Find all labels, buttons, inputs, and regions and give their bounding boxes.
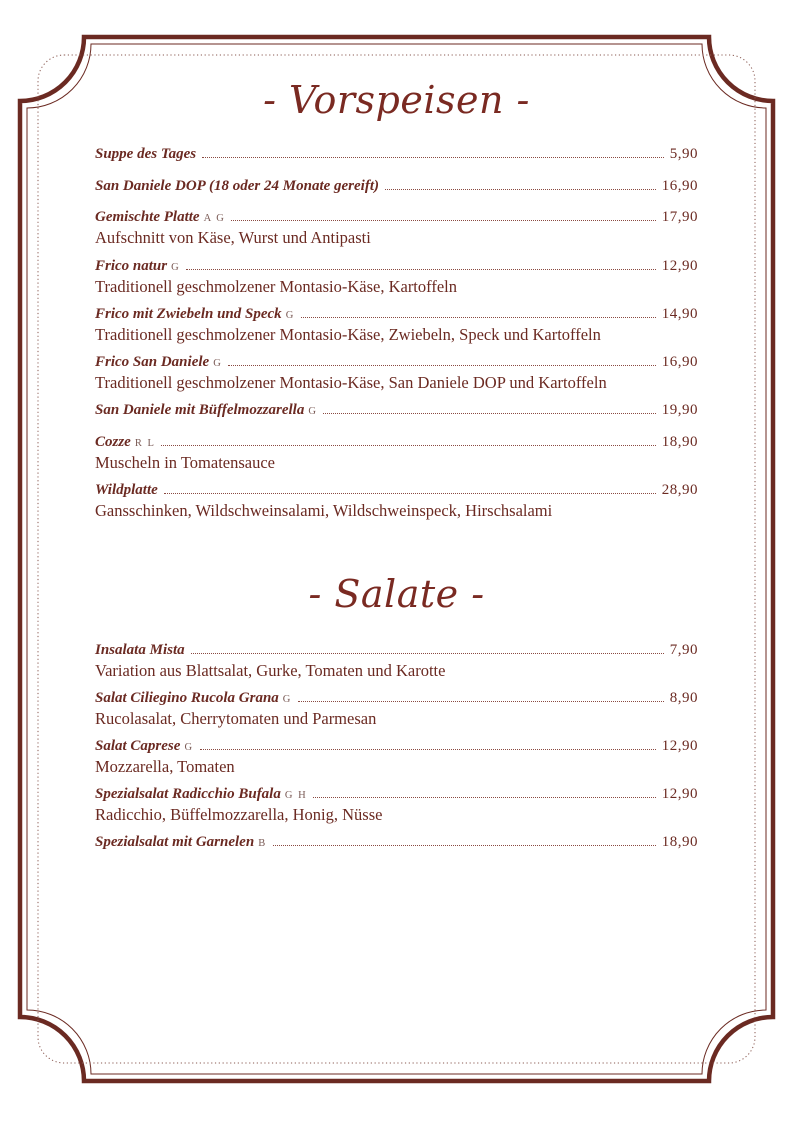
dot-leader (191, 653, 664, 654)
menu-item-price: 16,90 (661, 178, 698, 194)
menu-item-name: Spezialsalat mit Garnelen (95, 834, 255, 850)
dot-leader (164, 493, 656, 494)
menu-item-name: Insalata Mista (95, 642, 185, 658)
menu-item-price: 12,90 (661, 786, 698, 802)
menu-item (95, 738, 698, 776)
menu-item-description: Gansschinken, Wildschweinsalami, Wildschweinspeck, Hirschsalami (95, 501, 553, 520)
menu-item-description: Rucolasalat, Cherrytomaten und Parmesan (95, 709, 377, 728)
dot-leader (298, 701, 664, 702)
menu-item-line (95, 258, 698, 278)
menu-item-name: Gemischte Platte (95, 209, 200, 225)
menu-item-line (95, 434, 698, 454)
dot-leader (323, 413, 655, 414)
dot-leader (228, 365, 655, 366)
menu-item (95, 642, 698, 680)
menu-item-price: 18,90 (661, 834, 698, 850)
menu-item-description: Traditionell geschmolzener Montasio-Käse, San Daniele DOP und Kartoffeln (95, 373, 607, 392)
dot-leader (200, 749, 656, 750)
dot-leader (313, 797, 656, 798)
menu-item (95, 178, 698, 198)
menu-item-line (95, 178, 698, 198)
menu-item-price: 7,90 (669, 642, 698, 658)
menu-item-name: Frico San Daniele (95, 354, 210, 370)
menu-item-description: Radicchio, Büffelmozzarella, Honig, Nüsse (95, 805, 383, 824)
section-title: - Vorspeisen - (263, 78, 530, 122)
menu-item (95, 834, 698, 854)
menu-item-name: San Daniele DOP (18 oder 24 Monate gereift) (95, 178, 380, 194)
menu-item-line (95, 209, 698, 229)
menu-item-description: Traditionell geschmolzener Montasio-Käse, Kartoffeln (95, 277, 457, 296)
menu-item-line (95, 306, 698, 326)
menu-item (95, 482, 698, 520)
menu-item (95, 306, 698, 344)
menu-item-price: 16,90 (661, 354, 698, 370)
allergen-codes: R L (134, 438, 156, 449)
dot-leader (385, 189, 656, 190)
dot-leader (301, 317, 656, 318)
menu-item-description: Muscheln in Tomatensauce (95, 453, 275, 472)
menu-item-description: Traditionell geschmolzener Montasio-Käse, Zwiebeln, Speck und Kartoffeln (95, 325, 601, 344)
menu-item (95, 146, 698, 166)
menu-item (95, 209, 698, 247)
dot-leader (202, 157, 664, 158)
menu-item-description: Aufschnitt von Käse, Wurst und Antipasti (95, 228, 371, 247)
menu-item-name: Salat Ciliegino Rucola Grana (95, 690, 279, 706)
menu-item-line (95, 738, 698, 758)
menu-item-description: Mozzarella, Tomaten (95, 757, 235, 776)
allergen-codes: A G (203, 213, 226, 224)
allergen-codes: G (308, 406, 318, 417)
menu-item-line (95, 402, 698, 422)
menu-item (95, 354, 698, 392)
menu-item-line (95, 354, 698, 374)
menu-item-price: 12,90 (661, 258, 698, 274)
allergen-codes: G H (284, 790, 308, 801)
menu-item-price: 14,90 (661, 306, 698, 322)
menu-item-description: Variation aus Blattsalat, Gurke, Tomaten und Karotte (95, 661, 446, 680)
inner-frame-line (27, 44, 766, 1074)
menu-item-name: Salat Caprese (95, 738, 181, 754)
allergen-codes: G (184, 742, 194, 753)
menu-item-line (95, 834, 698, 854)
menu-item-price: 8,90 (669, 690, 698, 706)
menu-item-name: Cozze (95, 434, 131, 450)
menu-item-name: Spezialsalat Radicchio Bufala (95, 786, 281, 802)
menu-item-price: 18,90 (661, 434, 698, 450)
menu-item-name: Frico mit Zwiebeln und Speck (95, 306, 282, 322)
menu-item-line (95, 482, 698, 502)
dot-leader (231, 220, 655, 221)
menu-item-line (95, 690, 698, 710)
menu-item-name: Wildplatte (95, 482, 158, 498)
menu-item-price: 5,90 (669, 146, 698, 162)
menu-item-line (95, 146, 698, 166)
allergen-codes: G (282, 694, 292, 705)
dot-leader (186, 269, 656, 270)
allergen-codes: B (258, 838, 267, 849)
section-title: - Salate - (308, 572, 485, 616)
allergen-codes: G (171, 262, 181, 273)
allergen-codes: G (285, 310, 295, 321)
menu-item (95, 402, 698, 422)
menu-item-line (95, 786, 698, 806)
menu-item-line (95, 642, 698, 662)
menu-item (95, 786, 698, 824)
menu-item-name: Suppe des Tages (95, 146, 197, 162)
menu-item-price: 28,90 (661, 482, 698, 498)
dotted-outline (38, 55, 755, 1063)
menu-item-name: San Daniele mit Büffelmozzarella (95, 402, 305, 418)
menu-item (95, 258, 698, 296)
menu-item (95, 434, 698, 472)
menu-item-price: 17,90 (661, 209, 698, 225)
menu-item-price: 12,90 (661, 738, 698, 754)
allergen-codes: G (213, 358, 223, 369)
menu-item-price: 19,90 (661, 402, 698, 418)
menu-item (95, 690, 698, 728)
dot-leader (161, 445, 655, 446)
menu-item-name: Frico natur (95, 258, 168, 274)
dot-leader (273, 845, 656, 846)
